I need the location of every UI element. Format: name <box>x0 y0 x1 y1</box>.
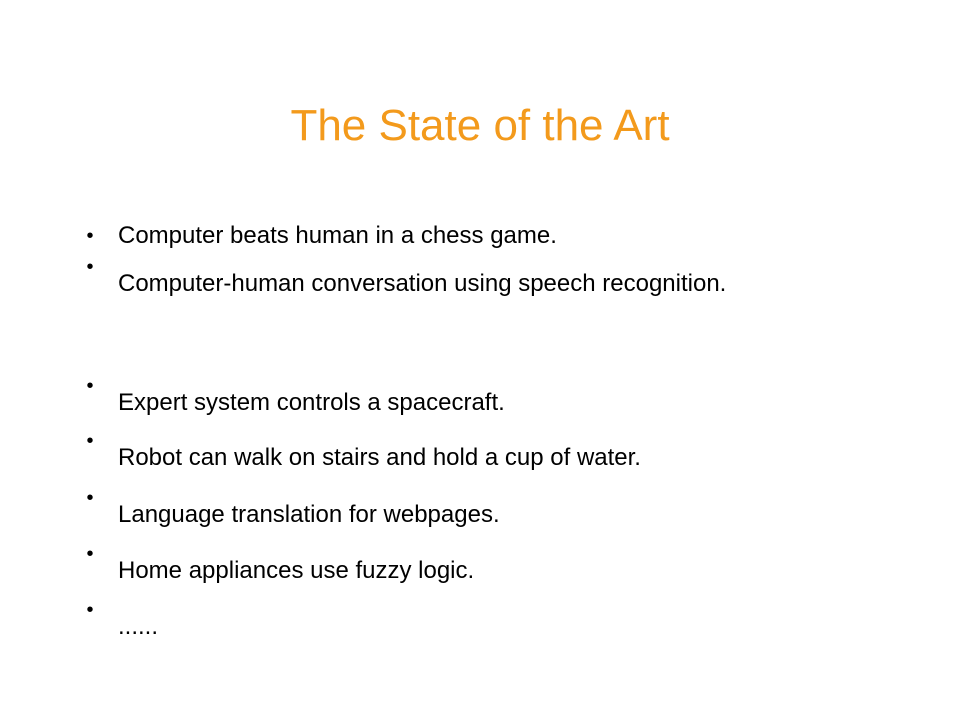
slide-title: The State of the Art <box>290 101 670 150</box>
bullet-text: Home appliances use fuzzy logic. <box>118 557 475 584</box>
bullet-icon: • <box>86 543 94 565</box>
bullet-text: Expert system controls a spacecraft. <box>118 389 505 416</box>
bullet-text: Language translation for webpages. <box>118 501 500 528</box>
bullet-text: ...... <box>118 613 159 640</box>
bullet-icon: • <box>86 225 94 247</box>
bullet-icon: • <box>86 599 94 621</box>
bullet-text: Robot can walk on stairs and hold a cup of water. <box>118 444 641 471</box>
bullet-icon: • <box>86 375 94 397</box>
bullet-text: Computer beats human in a chess game. <box>118 222 557 249</box>
bullet-icon: • <box>86 256 94 278</box>
bullet-text: Computer-human conversation using speech recognition. <box>118 270 727 297</box>
bullet-icon: • <box>86 487 94 509</box>
bullet-icon: • <box>86 430 94 452</box>
